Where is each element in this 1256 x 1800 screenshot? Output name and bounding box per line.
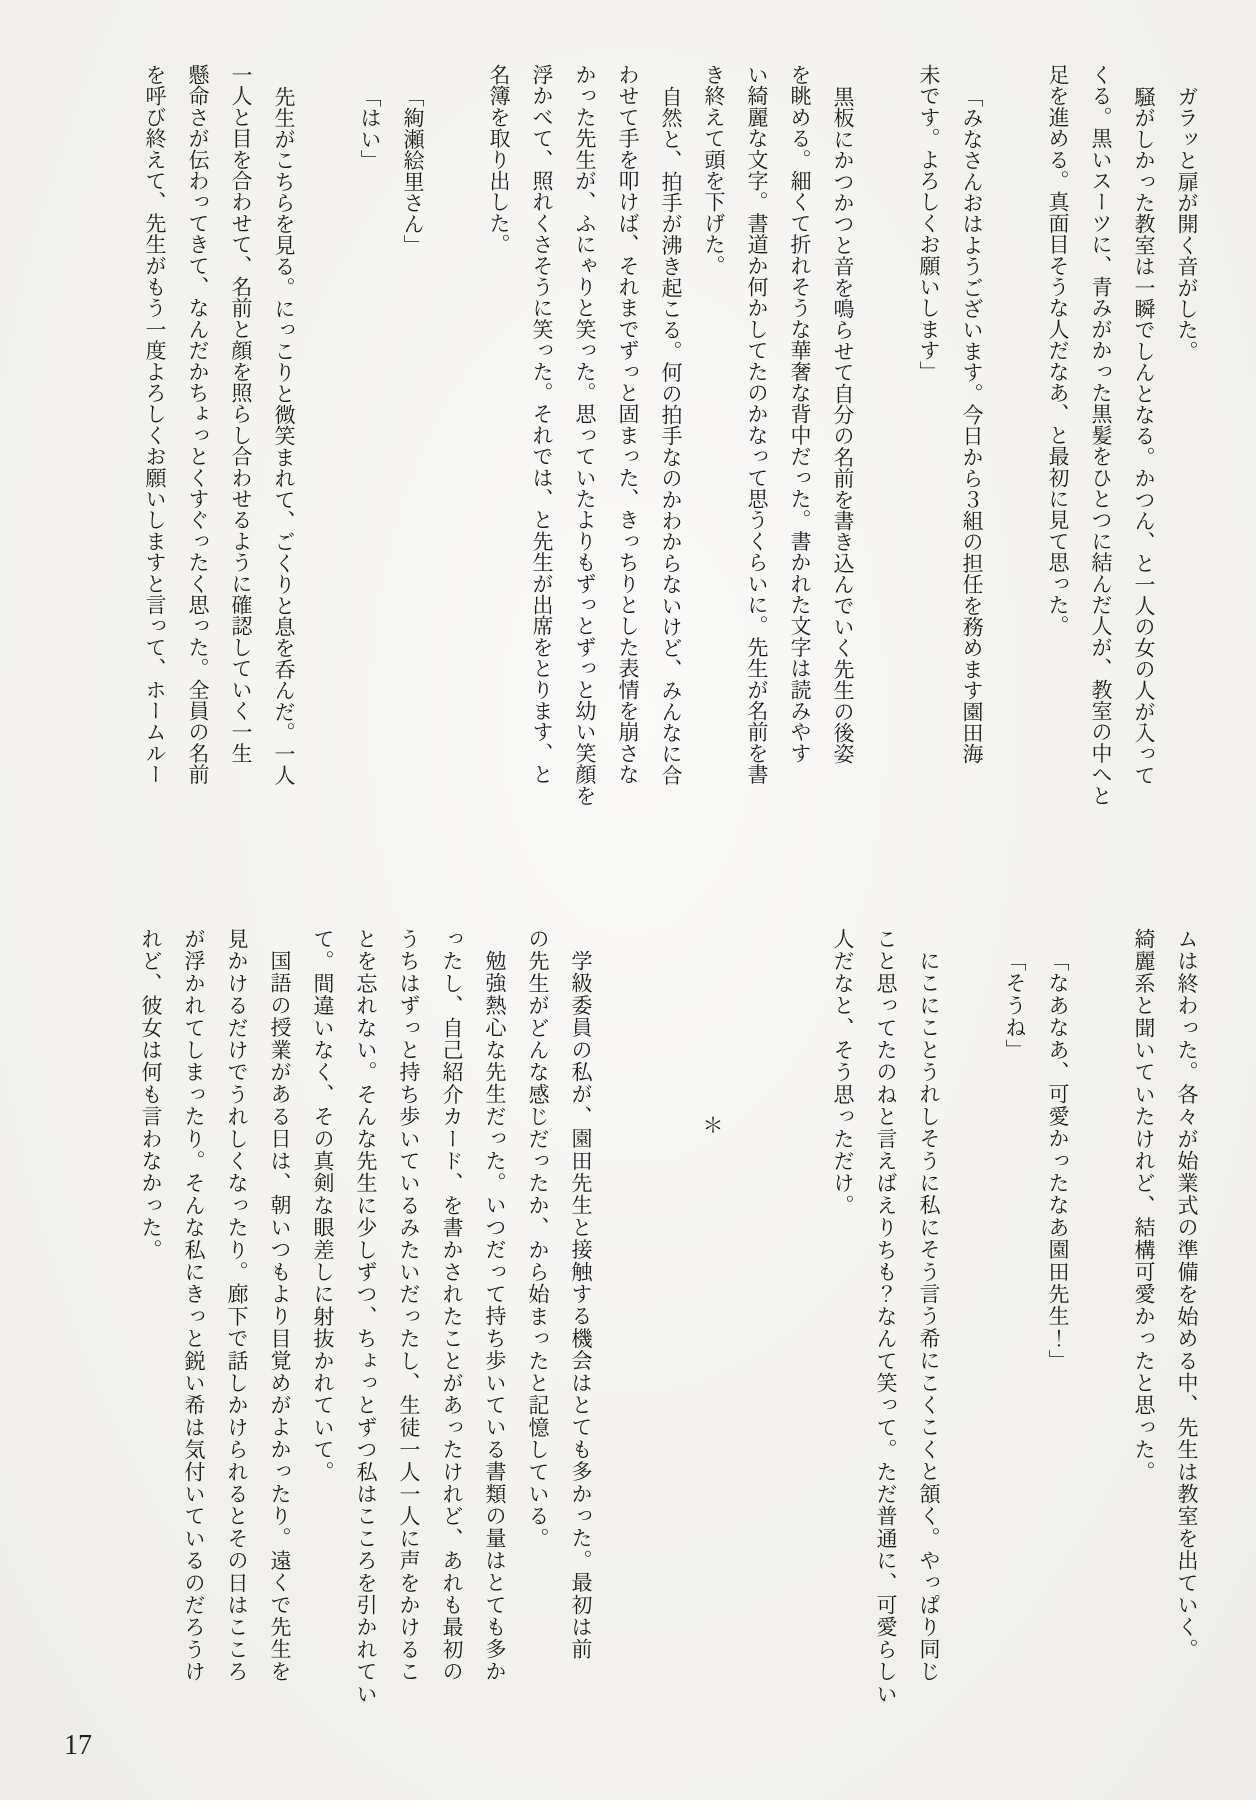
- text-column: 「そうね」: [1003, 950, 1027, 1061]
- text-column: 綺麗系と聞いていたけれど、結構可愛かったと思った。: [1132, 928, 1156, 1483]
- text-column: 「なあなあ、可愛かったなあ園田先生！」: [1046, 950, 1070, 1372]
- text-column: が浮かれてしまったり。そんな私にきっと鋭い希は気付いているのだろうけ: [182, 928, 206, 1683]
- text-column: ムは終わった。各々が始業式の準備を始める中、先生は教室を出ていく。: [1175, 928, 1199, 1661]
- text-column: わせて手を叩けば、それまでずっと固まった、きっちりとした表情を崩さな: [616, 64, 640, 785]
- text-column: 足を進める。真面目そうな人だなあ、と最初に見て思った。: [1046, 64, 1070, 637]
- text-column: の先生がどんな感じだったか、から始まったと記憶している。: [526, 928, 550, 1550]
- text-column: 黒板にかつかつと音を鳴らせて自分の名前を書き込んでいく先生の後姿: [831, 86, 855, 765]
- text-column: を呼び終えて、先生がもう一度よろしくお願いしますと言って、ホームルー: [143, 64, 167, 785]
- text-column: 国語の授業がある日は、朝いつもより目覚めがよかったり。遠くで先生を: [268, 950, 292, 1683]
- text-column: 先生がこちらを見る。にっこりと微笑まれて、ごくりと息を呑んだ。一人: [272, 86, 296, 786]
- text-column: 「みなさんおはようございます。今日から３組の担任を務めます園田海: [960, 86, 984, 765]
- text-column: こと思ってたのねと言えばえりちも？なんて笑って。ただ普通に、可愛らしい: [874, 928, 898, 1705]
- text-column: 「絢瀬絵里さん」: [401, 86, 425, 256]
- text-column: ったし、自己紹介カード、を書かされたことがあったけれど、あれも最初の: [440, 928, 464, 1683]
- text-column: 見かけるだけでうれしくなったり。廊下で話しかけられるとその日はこころ: [225, 928, 249, 1683]
- text-column: にこにことうれしそうに私にそう言う希にこくこくと頷く。やっぱり同じ: [917, 950, 941, 1683]
- text-block-top: [133, 64, 1208, 824]
- text-column: 「はい」: [358, 86, 382, 171]
- text-column: くる。黒いスーツに、青みがかった黒髪をひとつに結んだ人が、教室の中へと: [1089, 64, 1113, 806]
- text-column: 騒がしかった教室は一瞬でしんとなる。かつん、と一人の女の人が入って: [1132, 86, 1156, 786]
- text-column: 一人と目を合わせて、名前と顔を照らし合わせるように確認していく一生: [229, 64, 253, 764]
- text-column: い綺麗な文字。書道か何かしてたのかなって思うくらいに。先生が名前を書: [745, 64, 769, 785]
- text-column: 自然と、拍手が沸き起こる。何の拍手なのかわからないけど、みんなに合: [659, 86, 683, 786]
- section-divider: ＊: [700, 1114, 724, 1135]
- text-column: 浮かべて、照れくさそうに笑った。それでは、と先生が出席をとります、と: [530, 64, 554, 785]
- text-block-bottom: [129, 928, 1208, 1718]
- text-column: 人だなと、そう思っただけ。: [831, 928, 855, 1217]
- text-column: れど、彼女は何も言わなかった。: [139, 928, 163, 1261]
- text-column: 学級委員の私が、園田先生と接触する機会はとても多かった。最初は前: [569, 950, 593, 1661]
- text-column: を眺める。細くて折れそうな華奢な背中だった。書かれた文字は読みやす: [788, 64, 812, 764]
- text-column: ガラッと扉が開く音がした。: [1175, 86, 1199, 362]
- page-number: 17: [64, 1730, 92, 1761]
- text-column: て。間違いなく、その真剣な眼差しに射抜かれていて。: [311, 928, 335, 1483]
- text-column: かった先生が、ふにゃりと笑った。思っていたよりもずっとずっと幼い笑顔を: [573, 64, 597, 806]
- text-column: 勉強熱心な先生だった。いつだって持ち歩いている書類の量はとても多か: [483, 950, 507, 1683]
- text-column: 未です。よろしくお願いします」: [917, 64, 941, 382]
- text-column: 名簿を取り出した。: [487, 64, 511, 255]
- text-column: き終えて頭を下げた。: [702, 64, 726, 276]
- text-column: とを忘れない。そんな先生に少しずつ、ちょっとずつ私はこころを引かれてい: [354, 928, 378, 1705]
- text-column: 懸命さが伝わってきて、なんだかちょっとくすぐったく思った。全員の名前: [186, 64, 210, 785]
- text-column: うちはずっと持ち歩いているみたいだったし、生徒一人一人に声をかけるこ: [397, 928, 421, 1683]
